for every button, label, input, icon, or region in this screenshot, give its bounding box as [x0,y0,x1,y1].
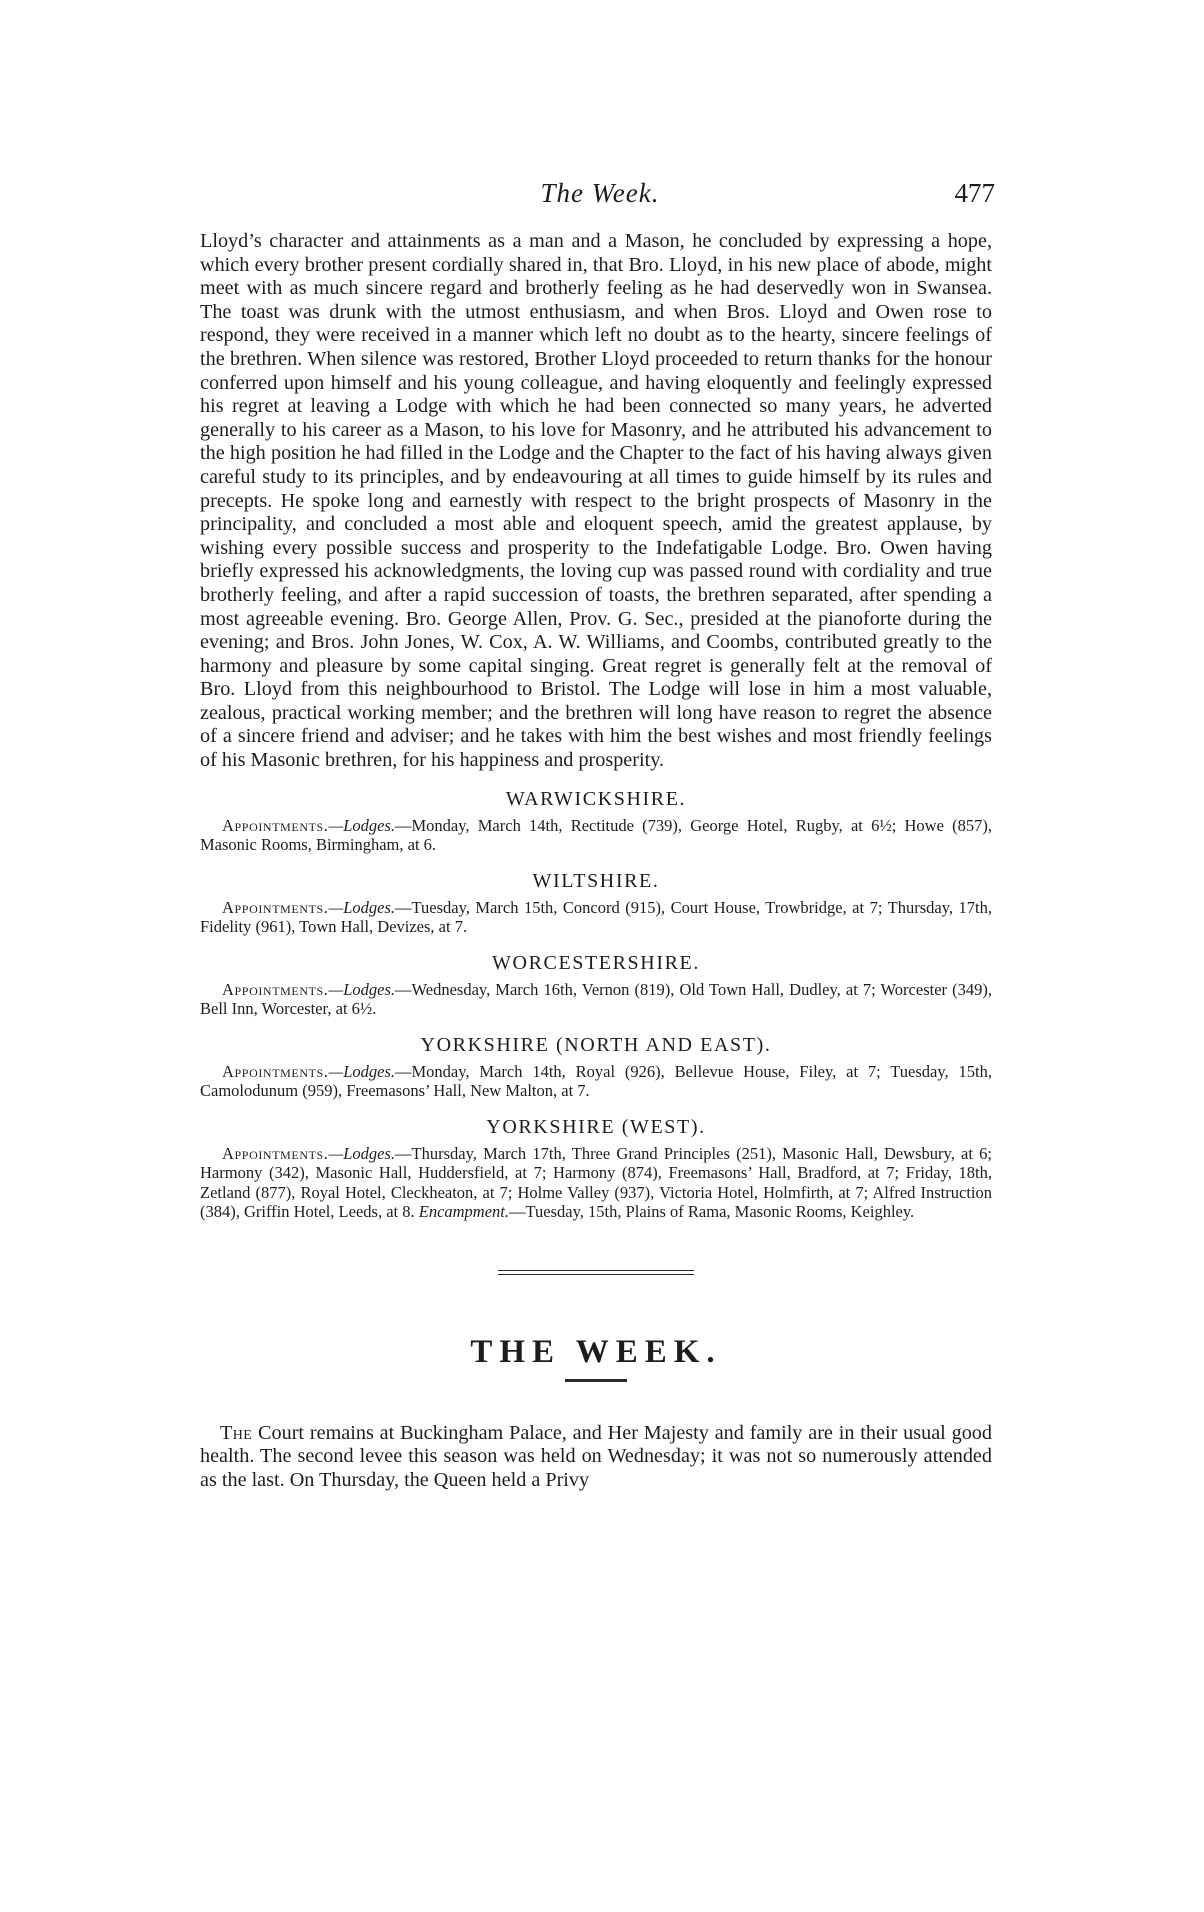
section-yorkshire-north-east [200,1033,992,1101]
the-week-lead-paragraph [200,1422,992,1493]
appointments-label: Appointments. [222,1061,329,1081]
appointments-entry [200,1144,992,1222]
lodges-label: —Lodges. [328,979,395,999]
divider-line [498,1270,694,1271]
lead-caps: The [220,1421,253,1444]
appointments-text: —Monday, March 14th, Royal (926), Bellevue House, Filey, at 7; Tuesday, 15th, Camolodunum (959), Freemasons’ Hall, New Malton, at 7. [200,1061,992,1101]
encampment-text: —Tuesday, 15th, Plains of Rama, Masonic Rooms, Keighley. [509,1202,915,1222]
lead-text: Court remains at Buckingham Palace, and Her Majesty and family are in their usual good health. The second levee this season was held on Wednesday; it was not so numerously attended as the last. On Thursday, the Queen held a Privy [200,1421,992,1491]
section-yorkshire-west [200,1115,992,1222]
double-rule-divider [498,1270,694,1275]
section-heading: WORCESTERSHIRE. [492,951,700,974]
running-head [200,178,1000,218]
appointments-text: —Monday, March 14th, Rectitude (739), George Hotel, Rugby, at 6½; Howe (857), Masonic Rooms, Birmingham, at 6. [200,815,992,855]
appointments-label: Appointments. [222,979,329,999]
section-heading: YORKSHIRE (WEST). [486,1115,706,1138]
section-worcestershire [200,951,992,1019]
appointments-entry [200,816,992,855]
running-title: The Week. [540,178,660,208]
section-heading: YORKSHIRE (NORTH AND EAST). [420,1033,772,1056]
section-heading: WARWICKSHIRE. [505,787,687,810]
appointments-label: Appointments. [222,1143,329,1163]
continued-article-paragraph: Lloyd’s character and attainments as a man and a Mason, he concluded by expressing a hope, which every brother present cordially shared in, that Bro. Lloyd, in his new place of abode, might meet with as much sincere regard and brotherly feeling as he had deservedly won in Swansea. The toast was drunk with the utmost enthusiasm, and when Bros. Lloyd and Owen rose to respond, they were received in a manner which left no doubt as to the hearty, sincere feelings of the brethren. When silence was restored, Brother Lloyd proceeded to return thanks for the honour conferred upon himself and his young colleague, and having eloquently and feelingly expressed his regret at leaving a Lodge with which he had been connected so many years, he adverted generally to his career as a Mason, to his love for Masonry, and he attributed his advancement to the high position he had filled in the Lodge and the Chapter to the fact of his having always given careful study to its principles, and by endeavouring at all times to guide himself by its rules and precepts. He spoke long and earnestly with respect to the bright prospects of Masonry in the principality, and concluded a most able and eloquent speech, amid the greatest applause, by wishing every possible success and prosperity to the Indefatigable Lodge. Bro. Owen having briefly expressed his acknowledgments, the loving cup was passed round with cordiality and true brotherly feeling, and after a rapid succession of toasts, the brethren separated, after spending a most agreeable evening. Bro. George Allen, Prov. G. Sec., presided at the pianoforte during the evening; and Bros. John Jones, W. Cox, A. W. Williams, and Coombs, contributed greatly to the harmony and pleasure by some capital singing. Great regret is generally felt at the removal of Bro. Lloyd from this neighbourhood to Bristol. The Lodge will lose in him a most valuable, zealous, practical working member; and the brethren will long have reason to regret the absence of a sincere friend and adviser; and he takes with him the best wishes and most friendly feelings of his Masonic brethren, for his happiness and prosperity. [200,230,992,772]
appointments-text: —Tuesday, March 15th, Concord (915), Court House, Trowbridge, at 7; Thursday, 17th, Fidelity (961), Town Hall, Devizes, at 7. [200,897,992,937]
lodges-label: —Lodges. [328,815,395,835]
lodges-label: —Lodges. [328,897,395,917]
appointments-label: Appointments. [222,815,329,835]
section-heading: WILTSHIRE. [532,869,660,892]
page-number: 477 [954,178,995,208]
section-wiltshire [200,869,992,937]
appointments-text: —Wednesday, March 16th, Vernon (819), Old Town Hall, Dudley, at 7; Worcester (349), Bell Inn, Worcester, at 6½. [200,979,992,1019]
divider-line [498,1274,694,1275]
text-column [200,230,992,1492]
encampment-label: Encampment. [418,1202,510,1222]
appointments-label: Appointments. [222,897,329,917]
section-warwickshire [200,787,992,855]
the-week-heading: THE WEEK. [470,1333,722,1370]
appointments-text: —Thursday, March 17th, Three Grand Principles (251), Masonic Hall, Dewsbury, at 6; Harmony (342), Masonic Hall, Huddersfield, at 7; Harmony (874), Freemasons’ Hall, Bradford, at 7; Friday, 18th, Zetland (877), Royal Hotel, Cleckheaton, at 7; Holme Valley (937), Victoria Hotel, Holmfirth, at 7; Alfred Instruction (384), Griffin Hotel, Leeds, at 8. [200,1143,992,1222]
appointments-entry [200,1062,992,1101]
appointments-entry [200,980,992,1019]
lodges-label: —Lodges. [328,1143,395,1163]
heading-underline [565,1379,627,1382]
appointments-entry [200,898,992,937]
lodges-label: —Lodges. [328,1061,395,1081]
